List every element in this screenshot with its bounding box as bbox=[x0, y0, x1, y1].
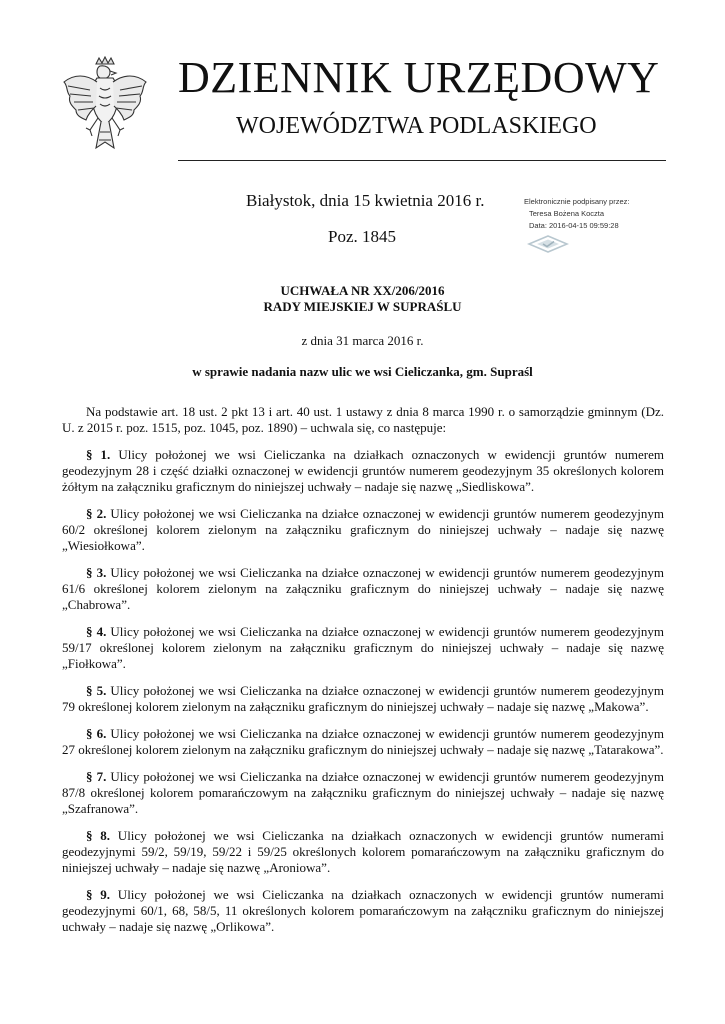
section-7 bbox=[62, 769, 664, 817]
section-mark: § 1. bbox=[86, 447, 111, 462]
signature-date: Data: 2016-04-15 09:59:28 bbox=[529, 221, 619, 230]
signature-verified-icon bbox=[527, 234, 569, 254]
section-text: Ulicy położonej we wsi Cieliczanka na działkach oznaczonych w ewidencji gruntów numerami geodezyjnymi 60/1, 68, 58/5, 11 określonych kolorem pomarańczowym na załączniku graficznym do niniejszej uchwały – nadaje się nazwę „Orlikowa”. bbox=[62, 887, 664, 934]
section-mark: § 8. bbox=[86, 828, 111, 843]
preamble: Na podstawie art. 18 ust. 2 pkt 13 i art. 40 ust. 1 ustawy z dnia 8 marca 1990 r. o samorządzie gminnym (Dz. U. z 2015 r. poz. 1515, poz. 1045, poz. 1890) – uchwala się, co następuje: bbox=[62, 404, 664, 435]
section-text: Ulicy położonej we wsi Cieliczanka na działce oznaczonej w ewidencji gruntów numerem geodezyjnym 60/2 określonej kolorem zielonym na załączniku graficznym do niniejszej uchwały – nadaje się nazwę „Wiesiołkowa”. bbox=[62, 506, 665, 553]
section-9 bbox=[62, 887, 664, 935]
section-text: Ulicy położonej we wsi Cieliczanka na działce oznaczonej w ewidencji gruntów numerem geodezyjnym 79 określonej kolorem zielonym na załączniku graficznym do niniejszej uchwały – nadaje się nazwę „Makowa”. bbox=[62, 683, 665, 714]
section-4 bbox=[62, 624, 664, 672]
masthead-divider bbox=[178, 160, 666, 161]
section-mark: § 7. bbox=[86, 769, 107, 784]
journal-subtitle: WOJEWÓDZTWA PODLASKIEGO bbox=[236, 113, 597, 139]
section-2 bbox=[62, 506, 664, 554]
act-body bbox=[62, 404, 664, 946]
section-text: Ulicy położonej we wsi Cieliczanka na działkach oznaczonych w ewidencji gruntów numerem geodezyjnym 28 i część działki oznaczonej w ewidencji gruntów numerem geodezyjnym 35 określonych kolorem żółtym na załączniku graficznym do niniejszej uchwały – nadaje się nazwę „Siedliskowa”. bbox=[62, 447, 664, 494]
section-text: Ulicy położonej we wsi Cieliczanka na działce oznaczonej w ewidencji gruntów numerem geodezyjnym 87/8 określonej kolorem pomarańczowym na załączniku graficznym do niniejszej uchwały – nadaje się nazwę „Szafranowa”. bbox=[62, 769, 665, 816]
section-8 bbox=[62, 828, 664, 876]
polish-eagle-emblem-icon bbox=[60, 56, 150, 160]
section-text: Ulicy położonej we wsi Cieliczanka na działce oznaczonej w ewidencji gruntów numerem geodezyjnym 61/6 określonej kolorem zielonym na załączniku graficznym do niniejszej uchwały – nadaje się nazwę „Chabrowa”. bbox=[62, 565, 665, 612]
signature-heading: Elektronicznie podpisany przez: bbox=[524, 197, 630, 206]
section-mark: § 6. bbox=[86, 726, 107, 741]
section-mark: § 4. bbox=[86, 624, 107, 639]
issue-date: Białystok, dnia 15 kwietnia 2016 r. bbox=[246, 191, 485, 210]
issue-position: Poz. 1845 bbox=[328, 227, 396, 246]
section-mark: § 9. bbox=[86, 887, 111, 902]
section-3 bbox=[62, 565, 664, 613]
act-subject: w sprawie nadania nazw ulic we wsi Cieliczanka, gm. Supraśl bbox=[192, 364, 533, 379]
section-text: Ulicy położonej we wsi Cieliczanka na działce oznaczonej w ewidencji gruntów numerem geodezyjnym 59/17 określonej kolorem zielonym na załączniku graficznym do niniejszej uchwały – nadaje się nazwę „Fiołkowa”. bbox=[62, 624, 665, 671]
electronic-signature-block bbox=[524, 196, 684, 232]
section-mark: § 5. bbox=[86, 683, 107, 698]
section-mark: § 3. bbox=[86, 565, 107, 580]
act-title: UCHWAŁA NR XX/206/2016 bbox=[280, 283, 445, 298]
section-mark: § 2. bbox=[86, 506, 107, 521]
signature-signer: Teresa Bożena Koczta bbox=[529, 209, 605, 218]
section-text: Ulicy położonej we wsi Cieliczanka na działkach oznaczonych w ewidencji gruntów numerami geodezyjnymi 59/2, 59/19, 59/22 i 59/25 określonych kolorem pomarańczowym na załączniku graficznym do niniejszej uchwały – nadaje się nazwę „Aroniowa”. bbox=[62, 828, 664, 875]
journal-title: DZIENNIK URZĘDOWY bbox=[178, 53, 660, 102]
section-6 bbox=[62, 726, 664, 758]
act-issuer: RADY MIEJSKIEJ W SUPRAŚLU bbox=[263, 299, 462, 314]
act-date: z dnia 31 marca 2016 r. bbox=[301, 333, 424, 348]
section-1 bbox=[62, 447, 664, 495]
section-5 bbox=[62, 683, 664, 715]
section-text: Ulicy położonej we wsi Cieliczanka na działce oznaczonej w ewidencji gruntów numerem geodezyjnym 27 określonej kolorem zielonym na załączniku graficznym do niniejszej uchwały – nadaje się nazwę „Tatarakowa”. bbox=[62, 726, 665, 757]
